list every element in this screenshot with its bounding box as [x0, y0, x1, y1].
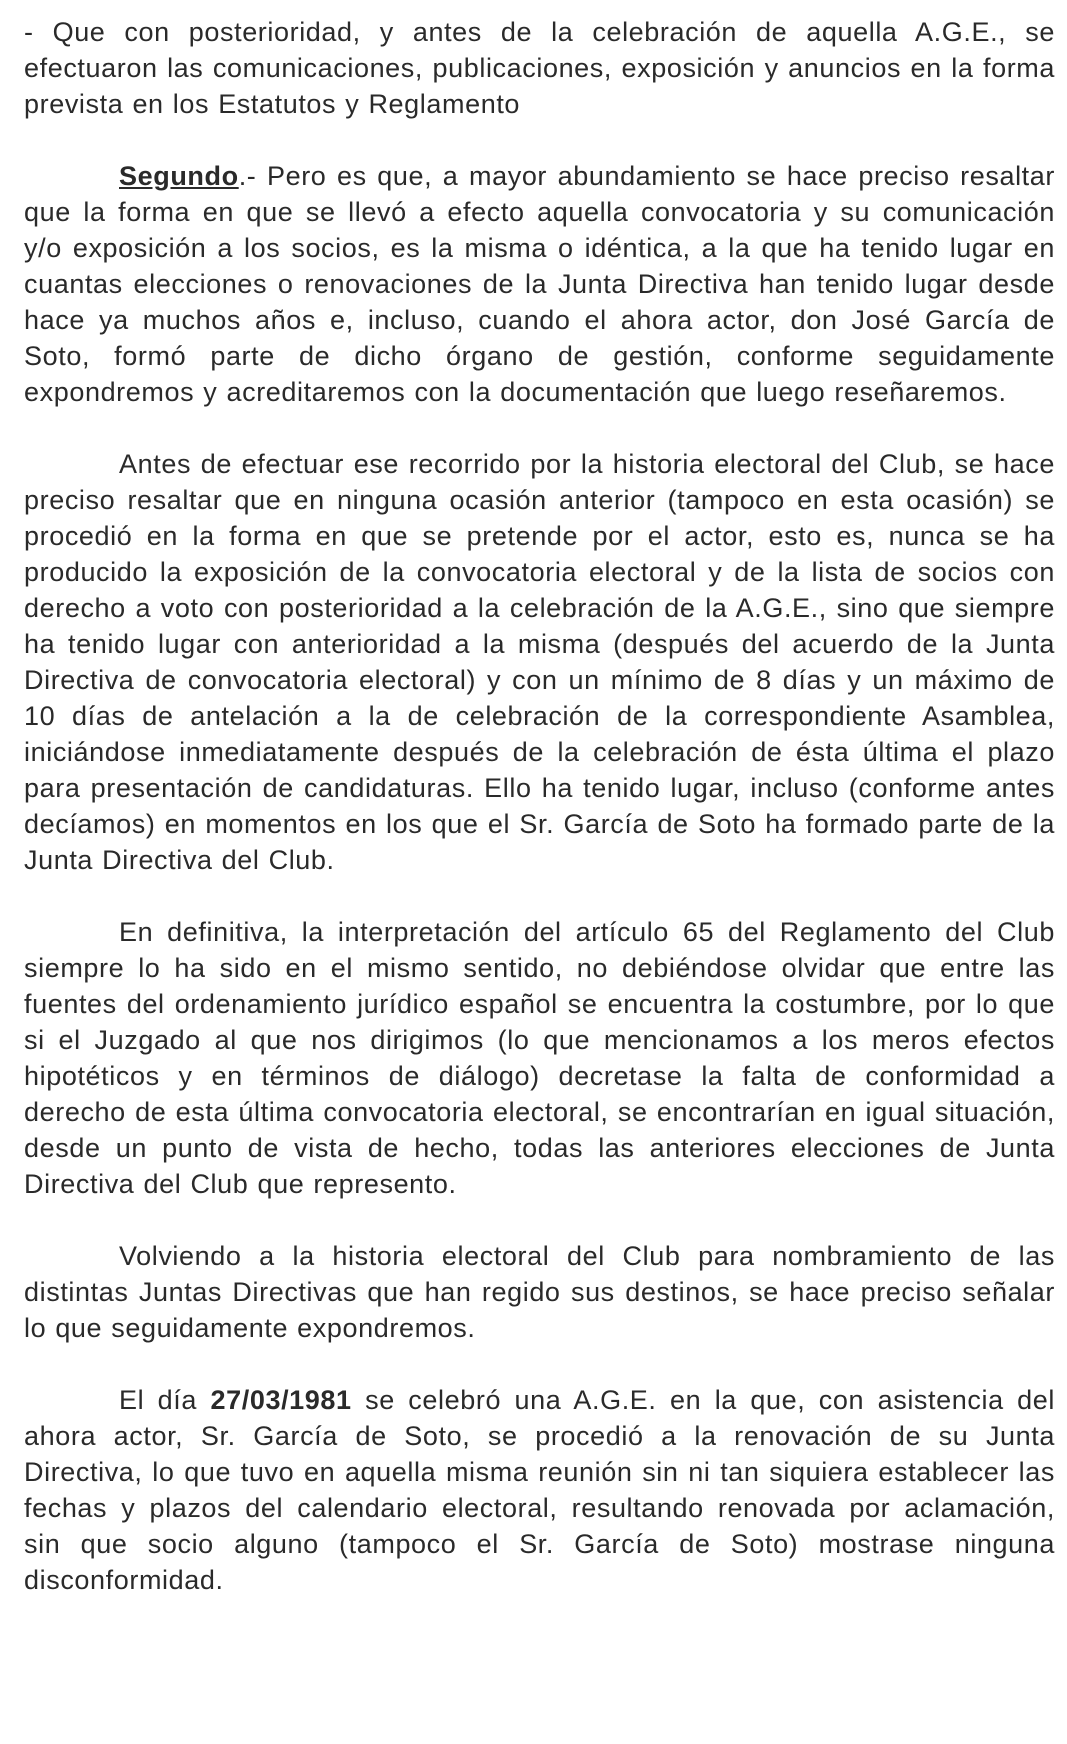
paragraph-segundo	[24, 158, 1055, 410]
paragraph-text: se celebró una A.G.E. en la que, con asistencia del ahora actor, Sr. García de Soto, se procedió a la renovación de su Junta Directiva, lo que tuvo en aquella misma reunión sin ni tan siquiera establecer las fechas y plazos del calendario electoral, resultando renovada por aclamación, sin que socio alguno (tampoco el Sr. García de Soto) mostrase ninguna disconformidad.	[24, 1385, 1055, 1595]
paragraph-article-65	[24, 914, 1055, 1202]
paragraph-text: En definitiva, la interpretación del artículo 65 del Reglamento del Club siempre lo ha sido en el mismo sentido, no debiéndose olvidar que entre las fuentes del ordenamiento jurídico español se encuentra la costumbre, por lo que si el Juzgado al que nos dirigimos (lo que mencionamos a los meros efectos hipotéticos y en términos de diálogo) decretase la falta de conformidad a derecho de esta última convocatoria electoral, se encontrarían en igual situación, desde un punto de vista de hecho, todas las anteriores elecciones de Junta Directiva del Club que represento.	[24, 917, 1055, 1199]
paragraph-text: Volviendo a la historia electoral del Club para nombramiento de las distintas Juntas Directivas que han regido sus destinos, se hace preciso señalar lo que seguidamente expondremos.	[24, 1241, 1055, 1343]
date-highlight: 27/03/1981	[210, 1385, 352, 1415]
paragraph-text: - Que con posterioridad, y antes de la celebración de aquella A.G.E., se efectuaron las comunicaciones, publicaciones, exposición y anuncios en la forma prevista en los Estatutos y Reglamento	[24, 17, 1055, 119]
paragraph-text: .- Pero es que, a mayor abundamiento se hace preciso resaltar que la forma en que se llevó a efecto aquella convocatoria y su comunicación y/o exposición a los socios, es la misma o idéntica, a la que ha tenido lugar en cuantas elecciones o renovaciones de la Junta Directiva han tenido lugar desde hace ya muchos años e, incluso, cuando el ahora actor, don José García de Soto, formó parte de dicho órgano de gestión, conforme seguidamente expondremos y acreditaremos con la documentación que luego reseñaremos.	[24, 161, 1055, 407]
paragraph-electoral-history-return	[24, 1238, 1055, 1346]
paragraph-text: Antes de efectuar ese recorrido por la historia electoral del Club, se hace preciso resaltar que en ninguna ocasión anterior (tampoco en esta ocasión) se procedió en la forma en que se pretende por el actor, esto es, nunca se ha producido la exposición de la convocatoria electoral y de la lista de socios con derecho a voto con posterioridad a la celebración de la A.G.E., sino que siempre ha tenido lugar con anterioridad a la misma (después del acuerdo de la Junta Directiva de convocatoria electoral) y con un mínimo de 8 días y un máximo de 10 días de antelación a la de celebración de la correspondiente Asamblea, iniciándose inmediatamente después de la celebración de ésta última el plazo para presentación de candidaturas. Ello ha tenido lugar, incluso (conforme antes decíamos) en momentos en los que el Sr. García de Soto ha formado parte de la Junta Directiva del Club.	[24, 449, 1055, 875]
paragraph-1981-age	[24, 1382, 1055, 1598]
paragraph-electoral-history-intro	[24, 446, 1055, 878]
paragraph-previous-point	[24, 14, 1055, 122]
section-heading-segundo: Segundo	[119, 161, 239, 191]
paragraph-prefix: El día	[119, 1385, 211, 1415]
